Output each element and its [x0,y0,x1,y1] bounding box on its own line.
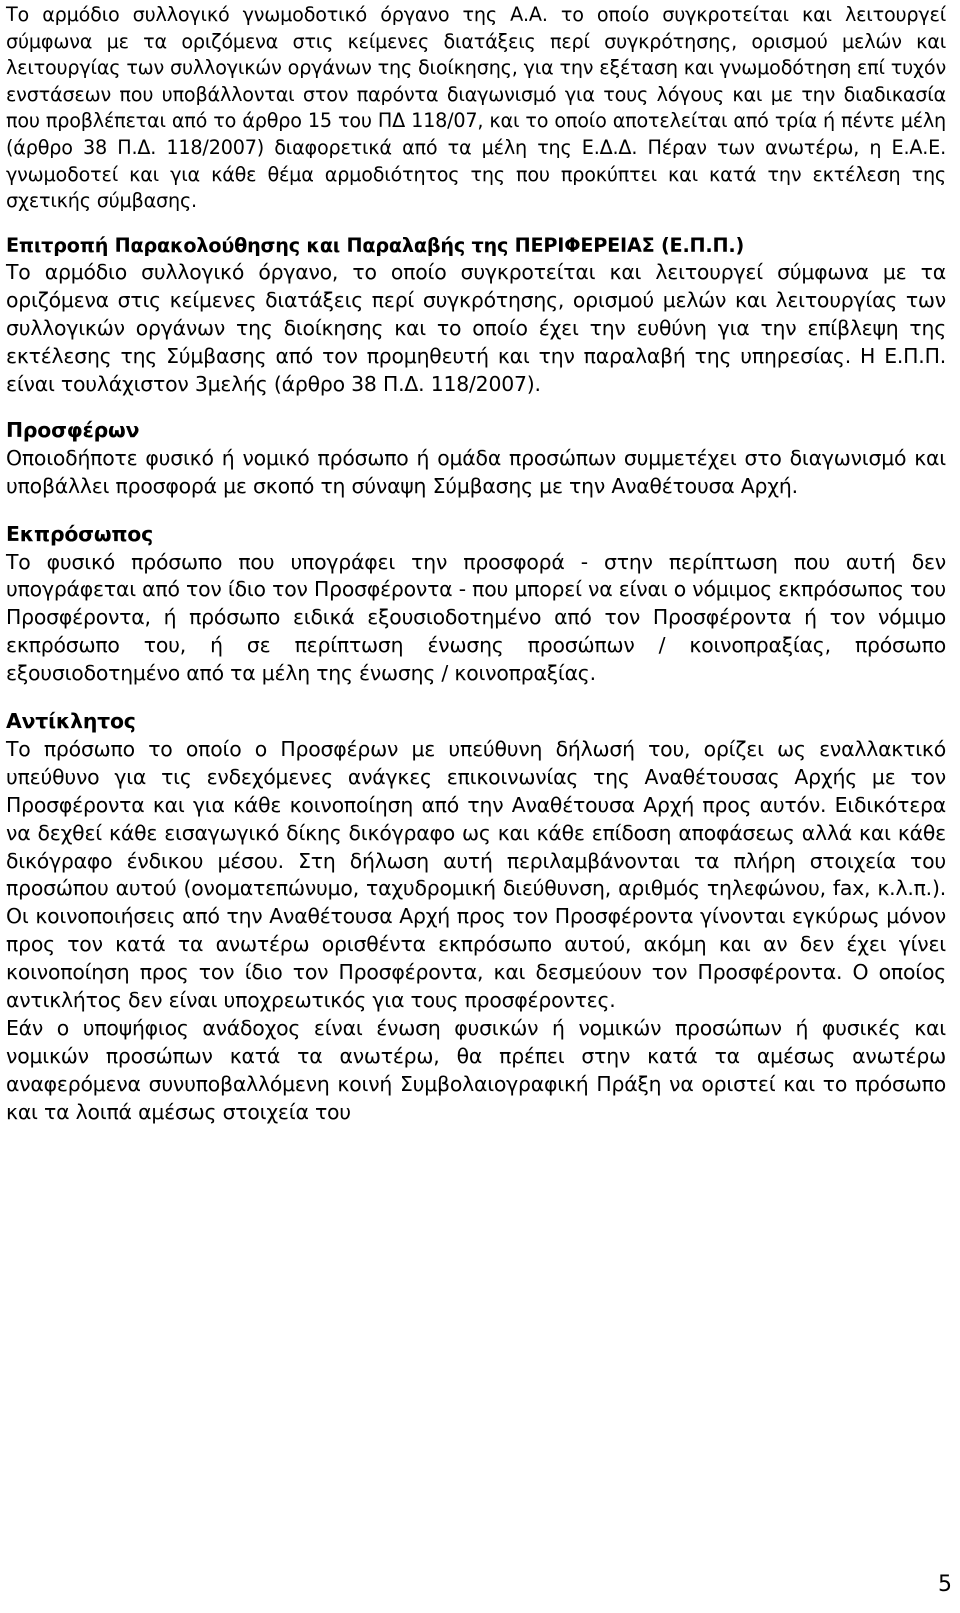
section-paragraph: Οποιοδήποτε φυσικό ή νομικό πρόσωπο ή ομάδα προσώπων συμμετέχει στο διαγωνισμό και υποβάλλει προσφορά με σκοπό τη σύναψη Σύμβασης με την Αναθέτουσα Αρχή. [6,445,946,498]
section-epp [6,233,946,399]
section-paragraph: Το αρμόδιο συλλογικό όργανο, το οποίο συγκροτείται και λειτουργεί σύμφωνα με τα οριζόμενα στις κείμενες διατάξεις περί συγκρότησης, ορισμού μελών και λειτουργίας των συλλογικών οργάνων της διοίκησης και το οποίο έχει την ευθύνη για την επίβλεψη της εκτέλεσης της Σύμβασης από τον προμηθευτή και την παραλαβή της υπηρεσίας. Η Ε.Π.Π. είναι τουλάχιστον 3μελής (άρθρο 38 Π.Δ. 118/2007). [6,260,946,396]
section-title: Επιτροπή Παρακολούθησης και Παραλαβής της ΠΕΡΙΦΕΡΕΙΑΣ (Ε.Π.Π.) [6,233,745,257]
section-title: Εκπρόσωπος [6,521,153,546]
page-number: 5 [938,1572,952,1597]
section-title: Αντίκλητος [6,709,136,734]
section-prosferon [6,417,946,501]
section-paragraph: Εάν ο υποψήφιος ανάδοχος είναι ένωση φυσικών ή νομικών προσώπων ή φυσικές και νομικών προσώπων κατά τα ανωτέρω, θα πρέπει στην κατά τα αμέσως ανωτέρω αναφερόμενα συνυποβαλλόμενη κοινή Συμβολαιογραφική Πράξη να οριστεί και το πρόσωπο και τα λοιπά αμέσως στοιχεία του [6,1016,946,1124]
section-antikletos [6,708,946,1127]
section-paragraph: Το φυσικό πρόσωπο που υπογράφει την προσφορά - στην περίπτωση που αυτή δεν υπογράφεται από τον ίδιο τον Προσφέροντα - που μπορεί να είναι ο νόμιμος εκπρόσωπος του Προσφέροντα, ή πρόσωπο ειδικά εξουσιοδοτημένο από τον Προσφέροντα ή τον νόμιμο εκπρόσωπο του, ή σε περίπτωση ένωσης προσώπων / κοινοπραξίας, πρόσωπο εξουσιοδοτημένο από τα μέλη της ένωσης / κοινοπραξίας. [6,549,946,686]
section-paragraph: Το πρόσωπο το οποίο ο Προσφέρων με υπεύθυνη δήλωσή του, ορίζει ως εναλλακτικό υπεύθυνο για τις ενδεχόμενες ανάγκες επικοινωνίας της Αναθέτουσας Αρχής με τον Προσφέροντα και για κάθε κοινοποίηση από την Αναθέτουσα Αρχή προς αυτόν. Ειδικότερα να δεχθεί κάθε εισαγωγικό δίκης δικόγραφο ως και κάθε επίδοση αποφάσεως αλλά και κάθε δικόγραφο ένδικου μέσου. Στη δήλωση αυτή περιλαμβάνονται τα πλήρη στοιχεία του προσώπου αυτού (ονοματεπώνυμο, ταχυδρομική διεύθυνση, αριθμός τηλεφώνου, fax, κ.λ.π.). Οι κοινοποιήσεις από την Αναθέτουσα Αρχή προς τον Προσφέροντα γίνονται εγκύρως μόνον προς τον κατά τα ανωτέρω ορισθέντα εκπρόσωπο αυτού, ακόμη και αν δεν έχει γίνει κοινοποίηση προς τον ίδιο τον Προσφέροντα, και δεσμεύουν τον Προσφέροντα. Ο οποίος αντικλήτος δεν είναι υποχρεωτικός για τους προσφέροντες. [6,736,946,1013]
intro-paragraph: Το αρμόδιο συλλογικό γνωμοδοτικό όργανο της Α.Α. το οποίο συγκροτείται και λειτουργεί σύμφωνα με τα οριζόμενα στις κείμενες διατάξεις περί συγκρότησης, ορισμού μελών και λειτουργίας των συλλογικών οργάνων της διοίκησης, για την εξέταση και γνωμοδότηση επί τυχόν ενστάσεων που υποβάλλονται στον παρόντα διαγωνισμό για τους λόγους και με την διαδικασία που προβλέπεται από το άρθρο 15 του ΠΔ 118/07, και το οποίο αποτελείται από τρία ή πέντε μέλη (άρθρο 38 Π.Δ. 118/2007) διαφορετικά από τα μέλη της Ε.Δ.Δ. Πέραν των ανωτέρω, η Ε.Α.Ε. γνωμοδοτεί και για κάθε θέμα αρμοδιότητος της που προκύπτει και κατά την εκτέλεση της σχετικής σύμβασης. [6,3,946,213]
document-page [6,0,946,1127]
section-title: Προσφέρων [6,417,140,442]
section-ekprosopos [6,521,946,688]
